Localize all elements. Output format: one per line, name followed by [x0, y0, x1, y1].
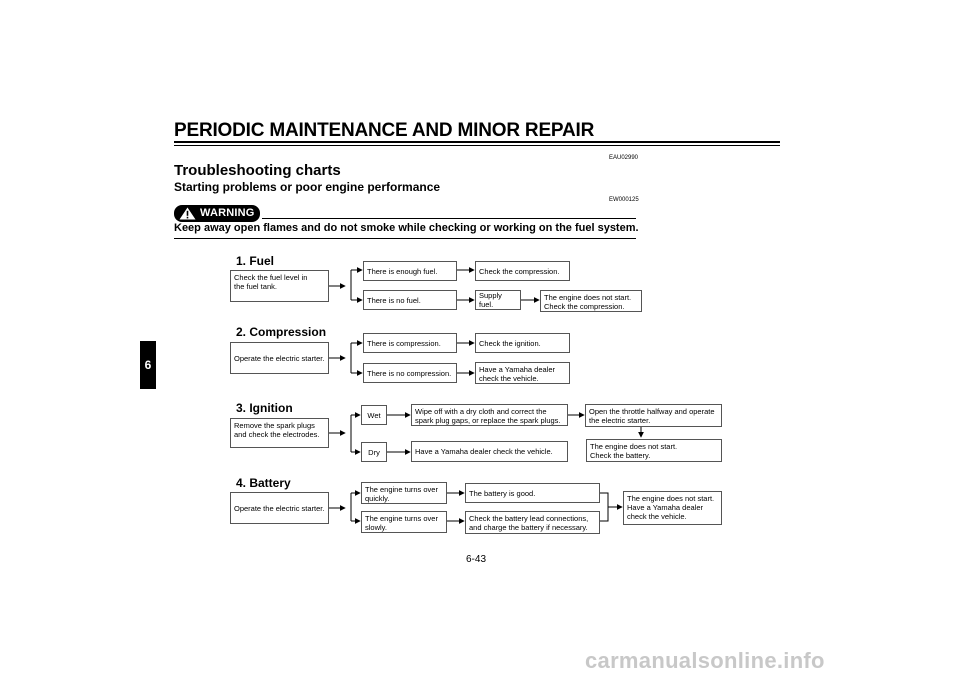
ignition-wet-action-line1: Wipe off with a dry cloth and correct the	[415, 407, 547, 416]
ignition-wet-next-line1: Open the throttle halfway and operate	[589, 407, 715, 416]
ignition-wet-text: Wet	[367, 410, 381, 420]
fuel-start-box	[230, 270, 329, 302]
supply-fuel-box	[475, 290, 521, 310]
compression-no-box	[363, 363, 457, 383]
fuel-none-box	[363, 290, 457, 310]
battery-start-text: Operate the electric starter.	[234, 503, 325, 513]
compression-no-result-box	[475, 362, 570, 384]
fuel-none-text: There is no fuel.	[367, 295, 421, 305]
ignition-wet-next-box	[585, 404, 722, 427]
ignition-wet-result-line1: The engine does not start.	[590, 442, 678, 451]
warning-label: WARNING	[200, 207, 255, 219]
fuel-none-result-box	[540, 290, 642, 312]
warning-text: Keep away open flames and do not smoke while checking or working on the fuel system.	[174, 222, 639, 234]
ignition-dry-box	[361, 442, 387, 462]
ignition-dry-action-box	[411, 441, 568, 462]
compression-yes-result-text: Check the ignition.	[479, 338, 541, 348]
chapter-tab-number: 6	[144, 358, 152, 372]
fuel-start-line1: Check the fuel level in	[234, 273, 308, 282]
fuel-enough-result-box	[475, 261, 570, 281]
battery-quick-line2: quickly.	[365, 494, 390, 503]
ignition-start-box	[230, 418, 329, 448]
battery-slow-action-line1: Check the battery lead connections,	[469, 514, 589, 523]
fuel-enough-result-text: Check the compression.	[479, 266, 560, 276]
ignition-wet-next-line2: the electric starter.	[589, 416, 651, 425]
section-code: EAU02990	[609, 155, 639, 161]
battery-slow-action-box	[465, 511, 600, 534]
battery-final-result-line2: Have a Yamaha dealer	[627, 503, 704, 512]
compression-start-box	[230, 342, 329, 374]
battery-good-box	[465, 483, 600, 503]
ignition-wet-result-line2: Check the battery.	[590, 451, 651, 460]
subtitle: Starting problems or poor engine performance	[174, 180, 441, 194]
battery-quick-box	[361, 482, 447, 504]
chapter-title: PERIODIC MAINTENANCE AND MINOR REPAIR	[174, 120, 595, 141]
battery-final-result-line3: check the vehicle.	[627, 512, 687, 521]
page-number: 6-43	[466, 554, 487, 565]
ignition-wet-action-line2: spark plug gaps, or replace the spark plugs.	[415, 416, 561, 425]
ignition-start-line1: Remove the spark plugs	[234, 421, 315, 430]
ignition-wet-result-box	[586, 439, 722, 462]
watermark: carmanualsonline.info	[585, 648, 825, 673]
battery-good-text: The battery is good.	[469, 488, 536, 498]
warning-code: EW000125	[609, 197, 639, 203]
battery-slow-action-line2: and charge the battery if necessary.	[469, 523, 588, 532]
section-title: Troubleshooting charts	[174, 162, 341, 179]
compression-no-result-line2: check the vehicle.	[479, 374, 539, 383]
fuel-none-result-line2: Check the compression.	[544, 302, 625, 311]
compression-yes-box	[363, 333, 457, 353]
ignition-wet-action-box	[411, 404, 568, 426]
battery-heading: 4. Battery	[236, 476, 291, 490]
battery-quick-line1: The engine turns over	[365, 485, 438, 494]
compression-yes-text: There is compression.	[367, 338, 441, 348]
battery-slow-line1: The engine turns over	[365, 514, 438, 523]
fuel-enough-text: There is enough fuel.	[367, 266, 438, 276]
compression-heading: 2. Compression	[236, 325, 327, 339]
battery-final-result-box	[623, 491, 722, 525]
compression-no-text: There is no compression.	[367, 368, 452, 378]
ignition-heading: 3. Ignition	[236, 401, 293, 415]
fuel-none-result-line1: The engine does not start.	[544, 293, 632, 302]
fuel-enough-box	[363, 261, 457, 281]
fuel-start-line2: the fuel tank.	[234, 282, 277, 291]
battery-slow-box	[361, 511, 447, 533]
ignition-start-line2: and check the electrodes.	[234, 430, 320, 439]
supply-fuel-text: Supply fuel.	[479, 291, 502, 309]
battery-final-result-line1: The engine does not start.	[627, 494, 715, 503]
compression-yes-result-box	[475, 333, 570, 353]
fuel-heading: 1. Fuel	[236, 254, 275, 268]
battery-slow-line2: slowly.	[365, 523, 387, 532]
compression-no-result-line1: Have a Yamaha dealer	[479, 365, 556, 374]
battery-start-box	[230, 492, 329, 524]
ignition-wet-box	[361, 405, 387, 425]
compression-start-text: Operate the electric starter.	[234, 353, 325, 363]
ignition-dry-text: Dry	[368, 447, 380, 457]
ignition-dry-action-text: Have a Yamaha dealer check the vehicle.	[415, 447, 553, 456]
